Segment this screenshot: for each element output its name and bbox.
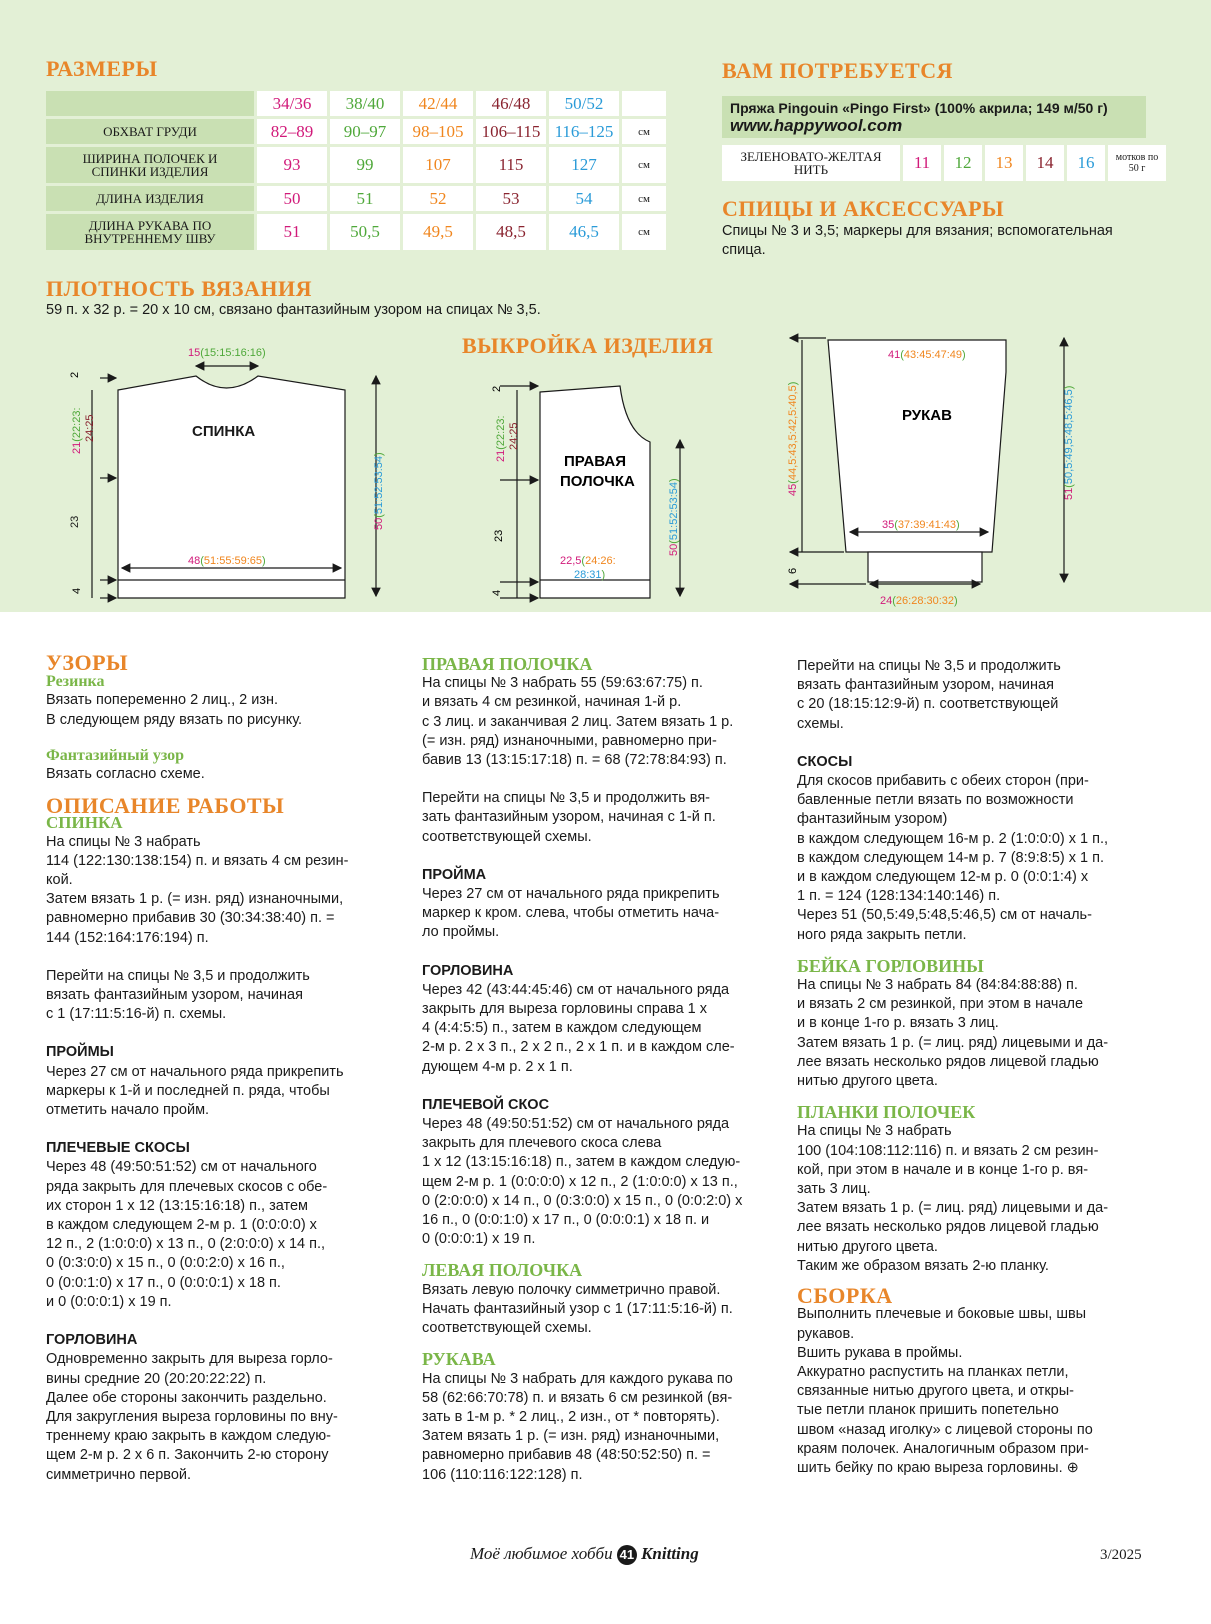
text-line: связанные нитью другого цвета, и откры- <box>797 1383 1075 1400</box>
text-line: зать в 1-м р. * 2 лиц., 2 изн., от * повторять). <box>422 1408 720 1425</box>
yarn-name: Пряжа Pingouin «Pingo First» (100% акрила; 149 м/50 г) <box>730 100 1108 116</box>
color-label: ЗЕЛЕНОВАТО-ЖЕЛТАЯ НИТЬ <box>722 145 900 181</box>
text-line: и вязать 2 см резинкой, при этом в начале <box>797 996 1084 1013</box>
text-line: вязать фантазийным узором, начиная <box>46 987 303 1004</box>
front-bottom-dim-1: 22,5(24:26: <box>560 555 616 567</box>
text-line: щем 2-м р. 1 (0:0:0:0) x 12 п., 2 (1:0:0:0) x 13 п., <box>422 1173 738 1190</box>
back-side-dim-2: 24:25 <box>84 414 96 442</box>
text-line: 2-м р. 2 x 3 п., 2 x 2 п., 2 x 1 п. и в каждом сле- <box>422 1039 735 1056</box>
text-line: Для закругления выреза горловины по вну- <box>46 1408 338 1425</box>
back-bottom-dim: 48(51:55:59:65) <box>188 555 266 567</box>
text-line: и 0 (0:0:0:1) x 19 п. <box>46 1293 172 1310</box>
text-line: нитью другого цвета. <box>797 1073 938 1090</box>
text-line: схемы. <box>797 715 844 732</box>
cell: 98–105 <box>403 119 473 144</box>
text-line: Через 42 (43:44:45:46) см от начального ряда <box>422 981 730 998</box>
text-line: 106 (110:116:122:128) п. <box>422 1466 583 1483</box>
yarn-box <box>722 96 1146 138</box>
text-line: В следующем ряду вязать по рисунку. <box>46 711 303 728</box>
text-line: Перейти на спицы № 3,5 и продолжить <box>46 967 310 984</box>
gorl2-title: ГОРЛОВИНА <box>422 962 514 979</box>
sborka-title: СБОРКА <box>797 1283 893 1309</box>
front-s4: 4 <box>491 589 503 596</box>
lev-title: ЛЕВАЯ ПОЛОЧКА <box>422 1260 583 1281</box>
text-line: соответствующей схемы. <box>422 1320 592 1337</box>
planki-title: ПЛАНКИ ПОЛОЧЕК <box>797 1102 976 1123</box>
text-line: и в каждом следующем 12-м р. 0 (0:0:1:4) x <box>797 869 1089 886</box>
sleeve-bottom-dim: 24(26:28:30:32) <box>880 595 958 607</box>
back-side-dim: 21(22:23: <box>71 407 83 454</box>
front-lower-dim: 23 <box>493 529 505 542</box>
text-line: зать фантазийным узором, начиная с 1-й п. <box>422 809 716 826</box>
text-line: Выполнить плечевые и боковые швы, швы <box>797 1306 1087 1323</box>
text-line: ного ряда закрыть петли. <box>797 926 967 943</box>
column-3 <box>797 657 1157 1478</box>
text-line: симметрично первой. <box>46 1466 192 1483</box>
proimy-title: ПРОЙМЫ <box>46 1044 114 1061</box>
cell: 13 <box>985 145 1023 181</box>
back-label: СПИНКА <box>192 423 256 440</box>
cell: 46,5 <box>549 214 619 250</box>
text-line: треннему краю закрыть в каждом следую- <box>46 1428 331 1445</box>
cell: 51 <box>257 214 327 250</box>
page-number: 41 <box>617 1545 637 1565</box>
beika-title: БЕЙКА ГОРЛОВИНЫ <box>797 955 984 976</box>
sleeve-right-dim: 51(50,5:49,5:48,5:46,5) <box>1063 385 1075 500</box>
text-line: 0 (0:3:0:0) x 15 п., 0 (0:0:2:0) x 16 п., <box>46 1255 285 1272</box>
sizes-header-row <box>46 91 666 116</box>
row-label: ОБХВАТ ГРУДИ <box>46 119 254 144</box>
front-height-dim: 50(51:52:53:54) <box>668 478 680 556</box>
text-line: щем 2-м р. 2 x 6 п. Закончить 2-ю сторону <box>46 1447 329 1464</box>
text-line: с 20 (18:15:12:9-й) п. соответствующей <box>797 696 1059 713</box>
row-label: ШИРИНА ПОЛОЧЕК И СПИНКИ ИЗДЕЛИЯ <box>46 147 254 183</box>
text-line: бавленные петли вязать по возможности <box>797 792 1074 809</box>
cell: 53 <box>476 186 546 211</box>
rukava-title: РУКАВА <box>422 1349 496 1370</box>
text-line: рукавов. <box>797 1325 855 1342</box>
back-s2: 2 <box>69 371 81 378</box>
cell: 93 <box>257 147 327 183</box>
pattern-diagrams <box>0 330 1211 612</box>
needles-text: Спицы № 3 и 3,5; маркеры для вязания; вспомогательная спица. <box>722 223 1113 259</box>
text-line: швом «назад иголку» с лицевой стороны по <box>797 1421 1093 1438</box>
text-line: фантазийным узором) <box>797 811 948 828</box>
cell: 127 <box>549 147 619 183</box>
text-line: Затем вязать 1 р. (= изн. ряд) изнаночными, <box>46 891 344 908</box>
text-line: маркеры к 1-й и последней п. ряда, чтобы <box>46 1082 330 1099</box>
text-line: Вязать левую полочку симметрично правой. <box>422 1281 721 1298</box>
back-s4: 4 <box>71 587 83 594</box>
prav-title: ПРАВАЯ ПОЛОЧКА <box>422 654 593 674</box>
text-line: 100 (104:108:112:116) п. и вязать 2 см резин- <box>797 1142 1099 1159</box>
footer-brand <box>470 1544 699 1565</box>
text-line: в каждом следующем 16-м р. 2 (1:0:0:0) x 1 п., <box>797 830 1109 847</box>
text-line: краям полочек. Аналогичным образом при- <box>797 1440 1089 1457</box>
fantasy-title: Фантазийный узор <box>46 746 185 764</box>
text-line: лее вязать несколько рядов лицевой гладью <box>797 1053 1099 1070</box>
cell: 116–125 <box>549 119 619 144</box>
text-line: 0 (2:0:0:0) x 14 п., 0 (0:3:0:0) x 15 п., 0 (0:0:2:0) x <box>422 1192 743 1209</box>
text-line: Перейти на спицы № 3,5 и продолжить вя- <box>422 790 711 807</box>
text-line: с 1 (17:11:5:16-й) п. схемы. <box>46 1006 227 1023</box>
text-line: закрыть для плечевого скоса слева <box>422 1135 662 1152</box>
text-line: 4 (4:4:5:5) п., затем в каждом следующем <box>422 1020 702 1037</box>
text-line: и в конце 1-го р. вязать 3 лиц. <box>797 1015 999 1032</box>
front-s2: 2 <box>491 385 503 392</box>
cell: 107 <box>403 147 473 183</box>
text-line: На спицы № 3 набрать 84 (84:84:88:88) п. <box>797 977 1078 994</box>
column-1 <box>46 650 391 1485</box>
plech2-title: ПЛЕЧЕВОЙ СКОС <box>422 1096 550 1113</box>
cell: 115 <box>476 147 546 183</box>
cell: 51 <box>330 186 400 211</box>
text-line: Затем вязать 1 р. (= лиц. ряд) лицевыми и да- <box>797 1200 1109 1217</box>
opisanie-title: ОПИСАНИЕ РАБОТЫ <box>46 793 285 819</box>
text-line: тые петли планок пришить попетельно <box>797 1402 1059 1419</box>
table-row <box>46 147 666 183</box>
text-line: Через 51 (50,5:49,5:48,5:46,5) см от началь- <box>797 907 1092 924</box>
text-line: лее вязать несколько рядов лицевой гладью <box>797 1219 1099 1236</box>
text-line: Затем вязать 1 р. (= изн. ряд) изнаночными, <box>422 1428 720 1445</box>
sleeve-top-dim: 41(43:45:47:49) <box>888 349 966 361</box>
text-line: соответствующей схемы. <box>422 828 592 845</box>
text-line: На спицы № 3 набрать для каждого рукава по <box>422 1370 733 1387</box>
text-line: 144 (152:164:176:194) п. <box>46 929 209 946</box>
text-line: закрыть для выреза горловины справа 1 x <box>422 1001 708 1018</box>
front-label-1: ПРАВАЯ <box>564 453 626 470</box>
sleeve-left-dim: 45(44,5:43,5:42,5:40,5) <box>787 381 799 496</box>
size-1: 34/36 <box>257 91 327 116</box>
size-5: 50/52 <box>549 91 619 116</box>
text-line: шить бейку по краю выреза горловины. ⊕ <box>797 1459 1079 1476</box>
unit: см <box>622 214 666 250</box>
back-height-dim: 50(51:52:53:54) <box>373 452 385 530</box>
text-line: 114 (122:130:138:154) п. и вязать 4 см резин- <box>46 852 349 869</box>
text-line: маркер к кром. слева, чтобы отметить нача- <box>422 905 720 922</box>
pattern-title: ВЫКРОЙКА ИЗДЕЛИЯ <box>462 333 714 358</box>
footer-right: Knitting <box>641 1544 699 1563</box>
sleeve-cuff <box>868 552 982 582</box>
text-line: нитью другого цвета. <box>797 1238 938 1255</box>
text-line: Через 48 (49:50:51:52) см от начального ряда <box>422 1116 730 1133</box>
text-line: Вязать согласно схеме. <box>46 766 205 783</box>
unit: см <box>622 147 666 183</box>
text-line: 0 (0:0:0:1) x 19 п. <box>422 1231 536 1248</box>
skosy-title: СКОСЫ <box>797 753 853 770</box>
needles-title: СПИЦЫ И АКСЕССУАРЫ <box>722 196 1005 221</box>
cell: 106–115 <box>476 119 546 144</box>
cell: 48,5 <box>476 214 546 250</box>
sizes-table <box>43 88 669 253</box>
column-2 <box>422 655 767 1485</box>
text-line: ло проймы. <box>422 924 500 941</box>
front-bottom-dim-2: 28:31) <box>574 569 606 581</box>
sleeve-label: РУКАВ <box>902 407 952 424</box>
yarn-url[interactable]: www.happywool.com <box>730 116 903 135</box>
density-text: 59 п. x 32 р. = 20 x 10 см, связано фантазийным узором на спицах № 3,5. <box>46 302 541 318</box>
text-line: вины средние 20 (20:20:22:22) п. <box>46 1370 267 1387</box>
sleeve-mid-dim: 35(37:39:41:43) <box>882 519 960 531</box>
text-line: 58 (62:66:70:78) п. и вязать 6 см резинкой (вя- <box>422 1389 733 1406</box>
cell: 50,5 <box>330 214 400 250</box>
table-row <box>46 214 666 250</box>
cell: 49,5 <box>403 214 473 250</box>
sizes-title: РАЗМЕРЫ <box>46 56 158 81</box>
uzory-title: УЗОРЫ <box>46 650 129 675</box>
spinka-title: СПИНКА <box>46 813 123 833</box>
text-line: 1 п. = 124 (128:134:140:146) п. <box>797 888 1001 905</box>
cell: 52 <box>403 186 473 211</box>
text-line: Аккуратно распустить на планках петли, <box>797 1363 1069 1380</box>
size-4: 46/48 <box>476 91 546 116</box>
cell: 12 <box>944 145 982 181</box>
row-label: ДЛИНА ИЗДЕЛИЯ <box>46 186 254 211</box>
cell: 50 <box>257 186 327 211</box>
skein-unit: мотков по 50 г <box>1108 145 1166 181</box>
text-line: (= изн. ряд) изнаночными, равномерно при- <box>422 732 717 749</box>
text-line: вязать фантазийным узором, начиная <box>797 677 1054 694</box>
text-line: Через 27 см от начального ряда прикрепить <box>422 886 720 903</box>
text-line: Для скосов прибавить с обеих сторон (при- <box>797 773 1089 790</box>
text-line: равномерно прибавив 48 (48:50:52:50) п. = <box>422 1447 711 1464</box>
text-line: Далее обе стороны закончить раздельно. <box>46 1389 327 1406</box>
text-line: равномерно прибавив 30 (30:34:38:40) п. = <box>46 910 335 927</box>
cell: 16 <box>1067 145 1105 181</box>
row-label: ДЛИНА РУКАВА ПО ВНУТРЕННЕМУ ШВУ <box>46 214 254 250</box>
text-line: Начать фантазийный узор с 1 (17:11:5:16-й) п. <box>422 1300 733 1317</box>
text-line: На спицы № 3 набрать <box>46 833 201 850</box>
cell: 14 <box>1026 145 1064 181</box>
cell: 82–89 <box>257 119 327 144</box>
cell: 54 <box>549 186 619 211</box>
text-line: Через 48 (49:50:51:52) см от начального <box>46 1159 317 1176</box>
text-line: 1 x 12 (13:15:16:18) п., затем в каждом следую- <box>422 1154 741 1171</box>
text-line: зать 3 лиц. <box>797 1181 871 1198</box>
table-row <box>722 145 1166 181</box>
plech-title: ПЛЕЧЕВЫЕ СКОСЫ <box>46 1140 190 1157</box>
text-line: 16 п., 0 (0:0:1:0) x 17 п., 0 (0:0:0:1) x 18 п. и <box>422 1212 710 1229</box>
text-line: 0 (0:0:1:0) x 17 п., 0 (0:0:0:1) x 18 п. <box>46 1274 281 1291</box>
text-line: Таким же образом вязать 2-ю планку. <box>797 1257 1049 1274</box>
front-label-2: ПОЛОЧКА <box>560 473 635 490</box>
text-line: Вшить рукава в проймы. <box>797 1344 963 1361</box>
text-line: дующем 4-м р. 2 x 1 п. <box>422 1058 573 1075</box>
cell: 90–97 <box>330 119 400 144</box>
text-line: их сторон 1 x 12 (13:15:16:18) п., затем <box>46 1197 308 1214</box>
front-side-dim-2: 24:25 <box>508 422 520 450</box>
text-line: кой. <box>46 872 73 889</box>
text-line: в каждом следующем 2-м р. 1 (0:0:0:0) x <box>46 1217 317 1234</box>
table-row <box>46 119 666 144</box>
text-line: кой, при этом в начале и в конце 1-го р. вя- <box>797 1161 1089 1178</box>
cell: 11 <box>903 145 941 181</box>
front-side-dim: 21(22:23: <box>495 415 507 462</box>
size-3: 42/44 <box>403 91 473 116</box>
issue-number: 3/2025 <box>1100 1547 1142 1563</box>
text-line: На спицы № 3 набрать 55 (59:63:67:75) п. <box>422 675 703 692</box>
density-title: ПЛОТНОСТЬ ВЯЗАНИЯ <box>46 276 312 301</box>
cell: 99 <box>330 147 400 183</box>
text-line: 12 п., 2 (1:0:0:0) x 13 п., 0 (2:0:0:0) x 14 п., <box>46 1236 326 1253</box>
text-line: в каждом следующем 14-м р. 7 (8:9:8:5) x 1 п. <box>797 849 1104 866</box>
text-line: Через 27 см от начального ряда прикрепить <box>46 1063 344 1080</box>
materials-title: ВАМ ПОТРЕБУЕТСЯ <box>722 58 953 83</box>
gorl-title: ГОРЛОВИНА <box>46 1332 138 1349</box>
text-line: Одновременно закрыть для выреза горло- <box>46 1351 333 1368</box>
text-line: с 3 лиц. и заканчивая 2 лиц. Затем вязать 1 р. <box>422 713 734 730</box>
size-2: 38/40 <box>330 91 400 116</box>
text-line: и вязать 4 см резинкой, начиная 1-й р. <box>422 694 682 711</box>
text-line: Перейти на спицы № 3,5 и продолжить <box>797 658 1061 674</box>
text-line: Вязать попеременно 2 лиц., 2 изн. <box>46 692 278 709</box>
skeins-table <box>719 142 1169 184</box>
text-line: бавив 13 (13:15:17:18) п. = 68 (72:78:84:93) п. <box>422 752 727 769</box>
unit: см <box>622 186 666 211</box>
table-row <box>46 186 666 211</box>
text-line: ряда закрыть для плечевых скосов с обе- <box>46 1178 328 1195</box>
text-line: На спицы № 3 набрать <box>797 1123 952 1140</box>
back-lower-dim: 23 <box>69 515 81 528</box>
back-top-dim: 15(15:15:16:16) <box>188 347 266 359</box>
sleeve-cuff-dim: 6 <box>787 567 799 574</box>
footer-left: Моё любимое хобби <box>470 1544 613 1563</box>
proima-title: ПРОЙМА <box>422 866 487 883</box>
text-line: отметить начало пройм. <box>46 1102 210 1119</box>
text-line: Затем вязать 1 р. (= лиц. ряд) лицевыми и да- <box>797 1034 1109 1051</box>
rezinka-title: Резинка <box>46 673 105 691</box>
unit: см <box>622 119 666 144</box>
